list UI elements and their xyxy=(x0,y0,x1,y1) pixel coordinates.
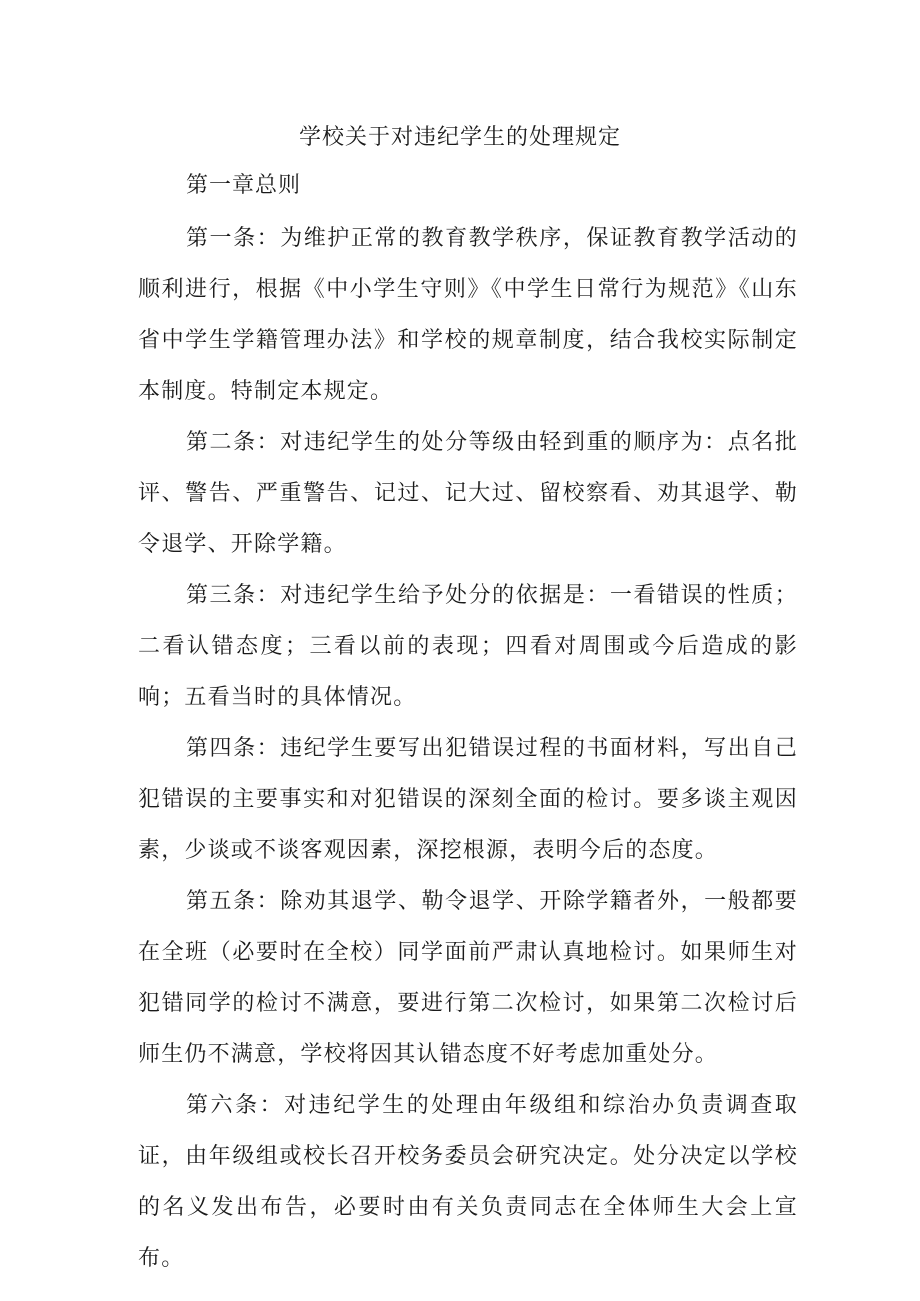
chapter-heading: 第一章总则 xyxy=(186,173,302,198)
article-2: 第二条：对违纪学生的处分等级由轻到重的顺序为：点名批评、警告、严重警告、记过、记大过、留校察看、劝其退学、勒令退学、开除学籍。 xyxy=(138,430,798,557)
article-3: 第三条：对违纪学生给予处分的依据是：一看错误的性质；二看认错态度；三看以前的表现；四看对周围或今后造成的影响；五看当时的具体情况。 xyxy=(138,583,798,710)
article-1: 第一条：为维护正常的教育教学秩序，保证教育教学活动的顺利进行，根据《中小学生守则》《中学生日常行为规范》《山东省中学生学籍管理办法》和学校的规章制度，结合我校实际制定本制度。特制定本规定。 xyxy=(138,226,798,404)
article-6: 第六条：对违纪学生的处理由年级组和综治办负责调查取证，由年级组或校长召开校务委员会研究决定。处分决定以学校的名义发出布告，必要时由有关负责同志在全体师生大会上宣布。 xyxy=(138,1093,798,1271)
article-4: 第四条：违纪学生要写出犯错误过程的书面材料，写出自己犯错误的主要事实和对犯错误的深刻全面的检讨。要多谈主观因素，少谈或不谈客观因素，深挖根源，表明今后的态度。 xyxy=(138,736,798,863)
document-title: 学校关于对违纪学生的处理规定 xyxy=(298,125,621,150)
article-5: 第五条：除劝其退学、勒令退学、开除学籍者外，一般都要在全班（必要时在全校）同学面前严肃认真地检讨。如果师生对犯错同学的检讨不满意，要进行第二次检讨，如果第二次检讨后师生仍不满意，学校将因其认错态度不好考虑加重处分。 xyxy=(138,889,798,1067)
